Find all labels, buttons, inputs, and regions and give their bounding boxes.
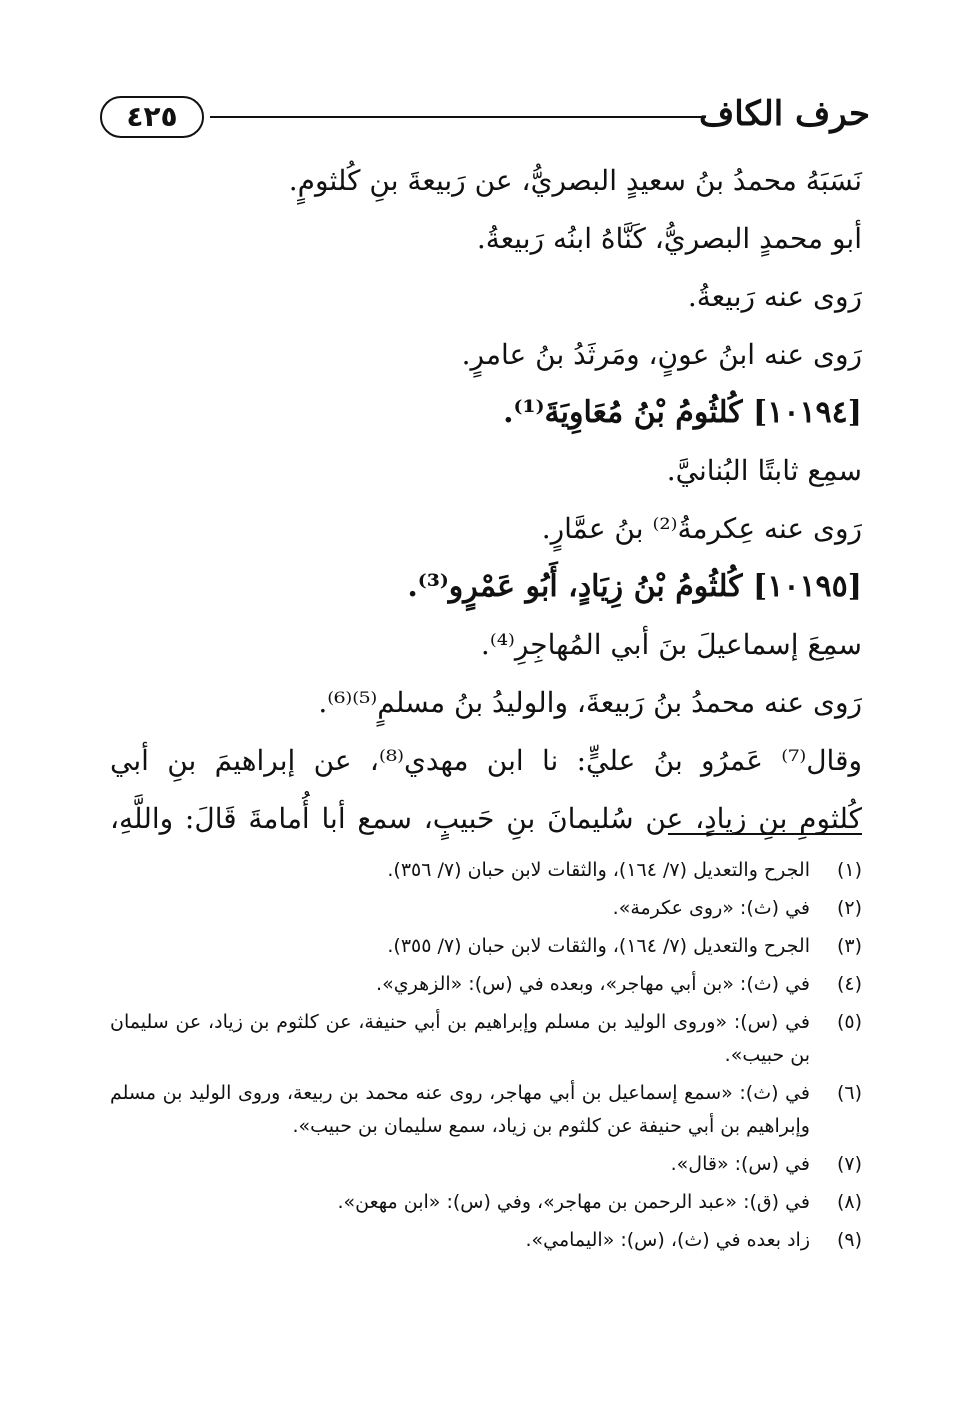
footnote-number: (٢) — [836, 897, 862, 919]
footnote-item — [110, 1077, 862, 1143]
footnote-item — [110, 1148, 862, 1181]
main-text — [110, 152, 862, 848]
footnote-number: (٣) — [836, 935, 862, 957]
text-line: نَسَبَهُ محمدُ بنُ سعيدٍ البصريُّ، عن رَبيعةَ بنِ كُلثومٍ. — [288, 164, 862, 197]
running-title: حرف الكاف — [698, 94, 870, 134]
footnote-text: في (ث): «روى عكرمة». — [612, 897, 810, 919]
footnote-text: الجرح والتعديل (٧/ ١٦٤)، والثقات لابن حبان (٧/ ٣٥٥). — [387, 935, 810, 957]
footnote-number: (٥) — [836, 1011, 862, 1033]
page-header — [100, 92, 870, 144]
header-rule — [210, 116, 706, 118]
footnote-item — [110, 1224, 862, 1257]
footnote-item — [110, 1186, 862, 1219]
footnote-text: في (س): «قال». — [670, 1153, 810, 1175]
text-line: كُلثومِ بنِ زيادٍ، عن سُليمانَ بنِ حَبيبٍ، سمع أبا أُمامةَ قَالَ: واللَّهِ، — [110, 802, 862, 835]
entry-heading-10195: [١٠١٩٥] كُلثُومُ بْنُ زِيَادٍ، أَبُو عَمْرٍو⁽³⁾. — [407, 569, 862, 604]
entry-heading-10194: [١٠١٩٤] كُلثُومُ بْنُ مُعَاوِيَةَ⁽¹⁾. — [503, 395, 862, 430]
footnote-text: في (ث): «سمع إسماعيل بن أبي مهاجر، روى عنه محمد بن ربيعة، وروى الوليد بن مسلم وإبراهيم بن أبي حنيفة عن كلثوم بن زياد، سمع سليمان بن حبيب». — [110, 1082, 810, 1137]
text-line: رَوى عنه عِكرمةُ⁽²⁾ بنُ عمَّارٍ. — [541, 512, 862, 545]
text-line: سمِعَ إسماعيلَ بنَ أبي المُهاجِرِ⁽⁴⁾. — [480, 628, 862, 661]
footnote-text: الجرح والتعديل (٧/ ١٦٤)، والثقات لابن حبان (٧/ ٣٥٦). — [387, 859, 810, 881]
text-line: سمِع ثابتًا البُنانيَّ. — [666, 454, 862, 487]
footnote-item — [110, 968, 862, 1001]
footnotes — [110, 854, 862, 1262]
footnote-item — [110, 930, 862, 963]
page-number-badge: ٤٢٥ — [100, 96, 204, 138]
footnote-item — [110, 892, 862, 925]
footnote-separator — [668, 833, 862, 835]
text-line: رَوى عنه ابنُ عونٍ، ومَرثَدُ بنُ عامرٍ. — [461, 338, 862, 371]
footnote-text: في (س): «وروى الوليد بن مسلم وإبراهيم بن أبي حنيفة، عن كلثوم بن زياد، عن سليمان بن حبيب». — [110, 1011, 810, 1066]
footnote-text: في (ث): «بن أبي مهاجر»، وبعده في (س): «الزهري». — [376, 973, 810, 995]
text-line: رَوى عنه رَبيعةُ. — [687, 280, 862, 313]
footnote-number: (٦) — [836, 1082, 862, 1104]
footnote-number: (٩) — [836, 1229, 862, 1251]
footnote-number: (٧) — [836, 1153, 862, 1175]
footnote-number: (١) — [836, 859, 862, 881]
footnote-item — [110, 1006, 862, 1072]
footnote-number: (٨) — [836, 1191, 862, 1213]
footnote-number: (٤) — [836, 973, 862, 995]
footnote-item — [110, 854, 862, 887]
text-line: وقال⁽⁷⁾ عَمرُو بنُ عليٍّ: نا ابن مهدي⁽⁸⁾، عن إبراهيمَ بنِ أبي — [110, 744, 862, 777]
text-line: رَوى عنه محمدُ بنُ رَبيعةَ، والوليدُ بنُ مسلمٍ⁽⁵⁾⁽⁶⁾. — [318, 686, 862, 719]
footnote-text: في (ق): «عبد الرحمن بن مهاجر»، وفي (س): «ابن مهعن». — [337, 1191, 810, 1213]
footnote-text: زاد بعده في (ث)، (س): «اليمامي». — [525, 1229, 810, 1251]
text-line: أبو محمدٍ البصريُّ، كَنَّاهُ ابنُه رَبيعةُ. — [476, 222, 862, 255]
